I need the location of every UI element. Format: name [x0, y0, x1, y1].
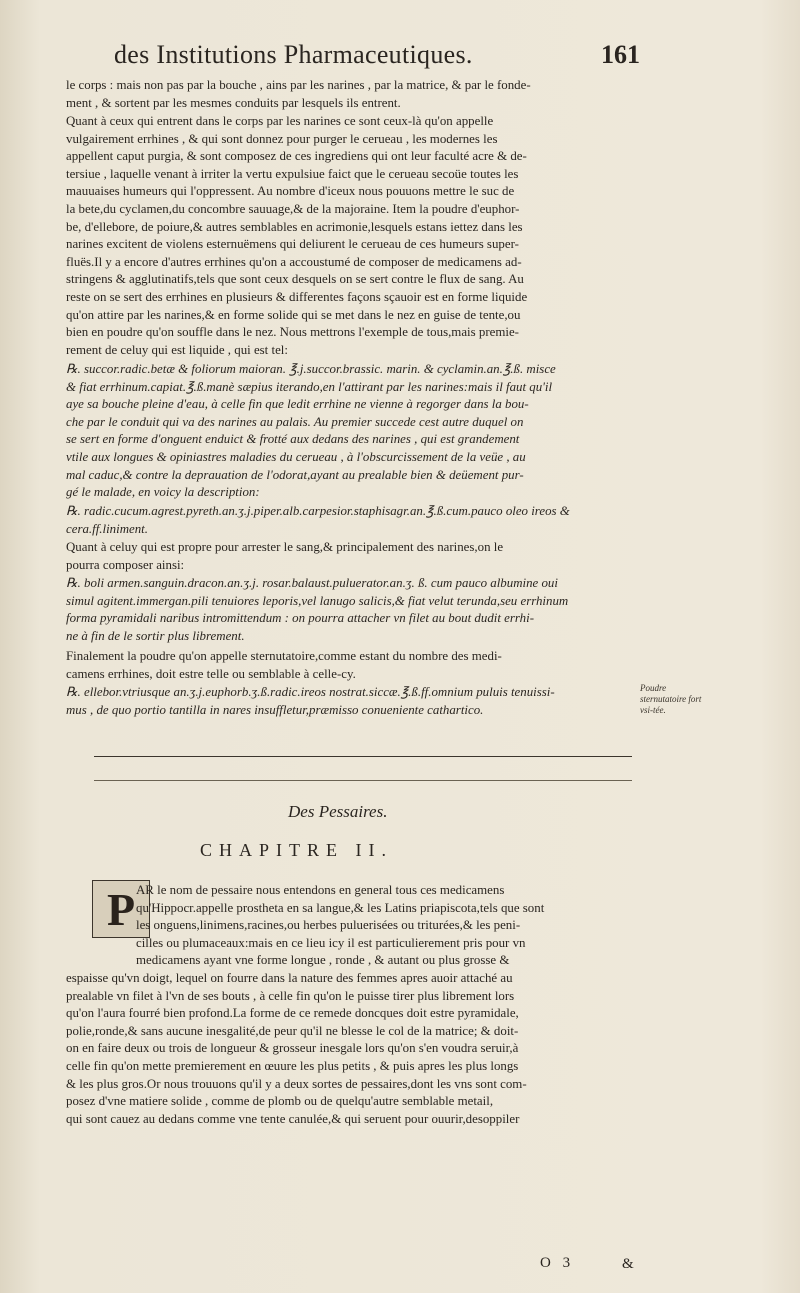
text-line: pourra composer ainsi:: [66, 557, 185, 572]
text-line: espaisse qu'vn doigt, lequel on fourre dans la nature des femmes apres auoir attaché au: [66, 971, 513, 985]
text-line: polie,ronde,& sans aucune inesgalité,de peur qu'il ne blesse le col de la matrice; & doit-: [66, 1023, 519, 1038]
page-header: [100, 40, 640, 80]
running-title: des Institutions Pharmaceutiques.: [114, 40, 473, 69]
text-line: & les plus gros.Or nous trouuons qu'il y a deux sortes de pessaires,dont les vns sont com-: [66, 1076, 527, 1091]
text-line: les onguens,linimens,racines,ou herbes puluerisées ou triturées,& les peni-: [136, 918, 521, 933]
text-line: & fiat errhinum.capiat.℥.ß.manè sæpius iterando,en l'attirant par les narines:mais il faut qu'il: [66, 379, 553, 394]
recipe-ointment: [66, 503, 626, 538]
text-line: prealable vn filet à l'vn de ses bouts , à celle fin qu'on le puisse tirer plus librement lors: [66, 988, 515, 1003]
text-line: Quant à ceux qui entrent dans le corps par les narines ce sont ceux-là qu'on appelle: [66, 114, 494, 128]
text-line: qu'Hippocr.appelle prostheta en sa langue,& les Latins priapiscota,tels que sont: [136, 900, 545, 915]
text-line: be, d'ellebore, de poiure,& autres semblables en acrimonie,lesquels estans iettez dans les: [66, 219, 523, 234]
text-line: vtile aux longues & opiniastres maladies du cerueau , à l'obscurcissement de la veüe , au: [66, 449, 526, 464]
text-line: qu'on attire par les narines,& en forme solide qui se met dans le nez en guise de tente,ou: [66, 307, 521, 322]
dropcap-letter: P: [106, 883, 136, 935]
text-line: appellent caput purgia, & sont composez de ces ingrediens qui ont leur faculté acre & de-: [66, 149, 527, 164]
paragraph-errhines: [66, 113, 626, 359]
section-rule-bottom: [94, 780, 632, 781]
text-line: bien en poudre qu'on souffle dans le nez. Nous mettrons l'exemple de tous,mais premie-: [66, 325, 519, 340]
text-line: ment , & sortent par les mesmes conduits par lesquels ils entrent.: [66, 95, 401, 110]
text-line: la bete,du cyclamen,du concombre sauuage,& de la majoraine. Item la poudre d'euphor-: [66, 201, 520, 216]
text-line: fluës.Il y a encore d'autres errhines qu'on a accoustumé de composer de medicamens ad-: [66, 254, 522, 269]
text-line: se sert en forme d'onguent enduict & frotté aux dedans des narines , qui est grandement: [66, 432, 520, 447]
text-line: qu'on l'aura fourré bien profond.La forme de ce remede doncques doit estre pyramidale,: [66, 1006, 519, 1021]
margin-note: Poudre sternutatoire fort vsi-tée.: [640, 683, 702, 715]
text-line: tersiue , laquelle venant à irriter la vertu expulsiue faict que le cerueau secoüe toutes les: [66, 166, 519, 181]
text-line: Finalement la poudre qu'on appelle sternutatoire,comme estant du nombre des medi-: [66, 649, 502, 663]
signature-mark: O 3: [540, 1255, 575, 1271]
text-line: le corps : mais non pas par la bouche , ains par les narines , par la matrice, & par le fonde-: [66, 78, 531, 92]
text-line: forma pyramidali naribus intromittendum : on pourra attacher vn filet au bout dudit errhi-: [66, 611, 534, 626]
text-line: ℞. radic.cucum.agrest.pyreth.an.ʒ.j.piper.alb.carpesior.staphisagr.an.℥.ß.cum.pauco oleo ireos &: [66, 504, 570, 518]
paragraph-pessaire-body: [66, 970, 626, 1128]
section-title: Des Pessaires.: [288, 802, 388, 821]
text-line: medicamens ayant vne forme longue , ronde , & autant ou plus grosse &: [136, 953, 510, 968]
text-line: reste on se sert des errhines en plusieurs & differentes façons sçauoir est en forme liquide: [66, 289, 528, 304]
text-line: ℞. ellebor.vtriusque an.ʒ.j.euphorb.ʒ.ß.radic.ireos nostrat.siccæ.℥.ß.ff.omnium puluis tenuissi-: [66, 685, 555, 699]
text-line: celle fin qu'on mette premierement en œuure les plus petits , & puis apres les plus longs: [66, 1058, 519, 1073]
text-line: vulgairement errhines , & qui sont donnez pour purger le cerueau , les modernes les: [66, 131, 498, 146]
paragraph-pessaire-intro: [136, 882, 626, 970]
text-line: gé le malade, en voicy la description:: [66, 485, 260, 500]
chapter-title: CHAPITRE II.: [200, 840, 393, 860]
text-line: simul agitent.immergan.pili tenuiores leporis,vel lanugo salicis,& fiat velut terunda,seu errhinum: [66, 593, 569, 608]
text-line: mal caduc,& contre la deprauation de l'odorat,ayant au prealable bien & deüement pur-: [66, 467, 524, 482]
text-line: aye sa bouche pleine d'eau, à celle fin que ledit errhine ne vienne à regorger dans la bou-: [66, 397, 529, 412]
text-line: camens errhines, doit estre telle ou semblable à celle-cy.: [66, 666, 356, 681]
text-line: cera.ff.liniment.: [66, 521, 148, 536]
catchword: &: [622, 1256, 634, 1272]
text-line: cilles ou plumaceaux:mais en ce lieu icy il est particulierement pris pour vn: [136, 935, 526, 950]
text-line: narines excitent de violens esternuëmens qui deliurent le cerueau de ces humeurs super-: [66, 237, 519, 252]
section-rule-top: [94, 756, 632, 757]
paragraph-blood: [66, 539, 626, 574]
recipe-blood: [66, 575, 626, 645]
paragraph-intro: [66, 77, 626, 112]
page-number: 161: [601, 40, 640, 69]
recipe-powder: [66, 684, 626, 719]
recipe-liquid-errhine: [66, 361, 626, 502]
text-line: qui sont cauez au dedans comme vne tente canulée,& qui seruent pour ouurir,desoppiler: [66, 1111, 520, 1126]
text-line: che par le conduit qui va des narines au palais. Au premier succede cest autre duquel on: [66, 414, 524, 429]
paragraph-powder: [66, 648, 626, 683]
text-line: AR le nom de pessaire nous entendons en general tous ces medicamens: [136, 883, 505, 897]
text-line: mauuaises humeurs qui l'oppressent. Au nombre d'iceux nous pouuons mettre le suc de: [66, 184, 515, 199]
text-line: rement de celuy qui est liquide , qui est tel:: [66, 342, 288, 357]
text-line: ne à fin de le sortir plus librement.: [66, 628, 245, 643]
text-line: mus , de quo portio tantilla in nares insuffletur,præmisso conuenientе cathartico.: [66, 702, 484, 717]
text-line: Quant à celuy qui est propre pour arrester le sang,& principalement des narines,on le: [66, 540, 504, 554]
text-line: posez d'vne matiere solide , comme de plomb ou de quelqu'autre semblable metail,: [66, 1094, 494, 1109]
text-line: on en faire deux ou trois de longueur & grosseur inesgale lors qu'on s'en voudra seruir,à: [66, 1041, 519, 1056]
text-line: ℞. succor.radic.betæ & foliorum maioran. ℥.j.succor.brassic. marin. & cyclamin.an.℥.ß. misce: [66, 362, 556, 376]
text-line: ℞. boli armen.sanguin.dracon.an.ʒ.j. rosar.balaust.puluerator.an.ʒ. ß. cum pauco albumine oui: [66, 576, 558, 590]
text-line: stringens & agglutinatifs,tels que sont ceux desquels on se sert contre le flux de sang. Au: [66, 272, 524, 287]
